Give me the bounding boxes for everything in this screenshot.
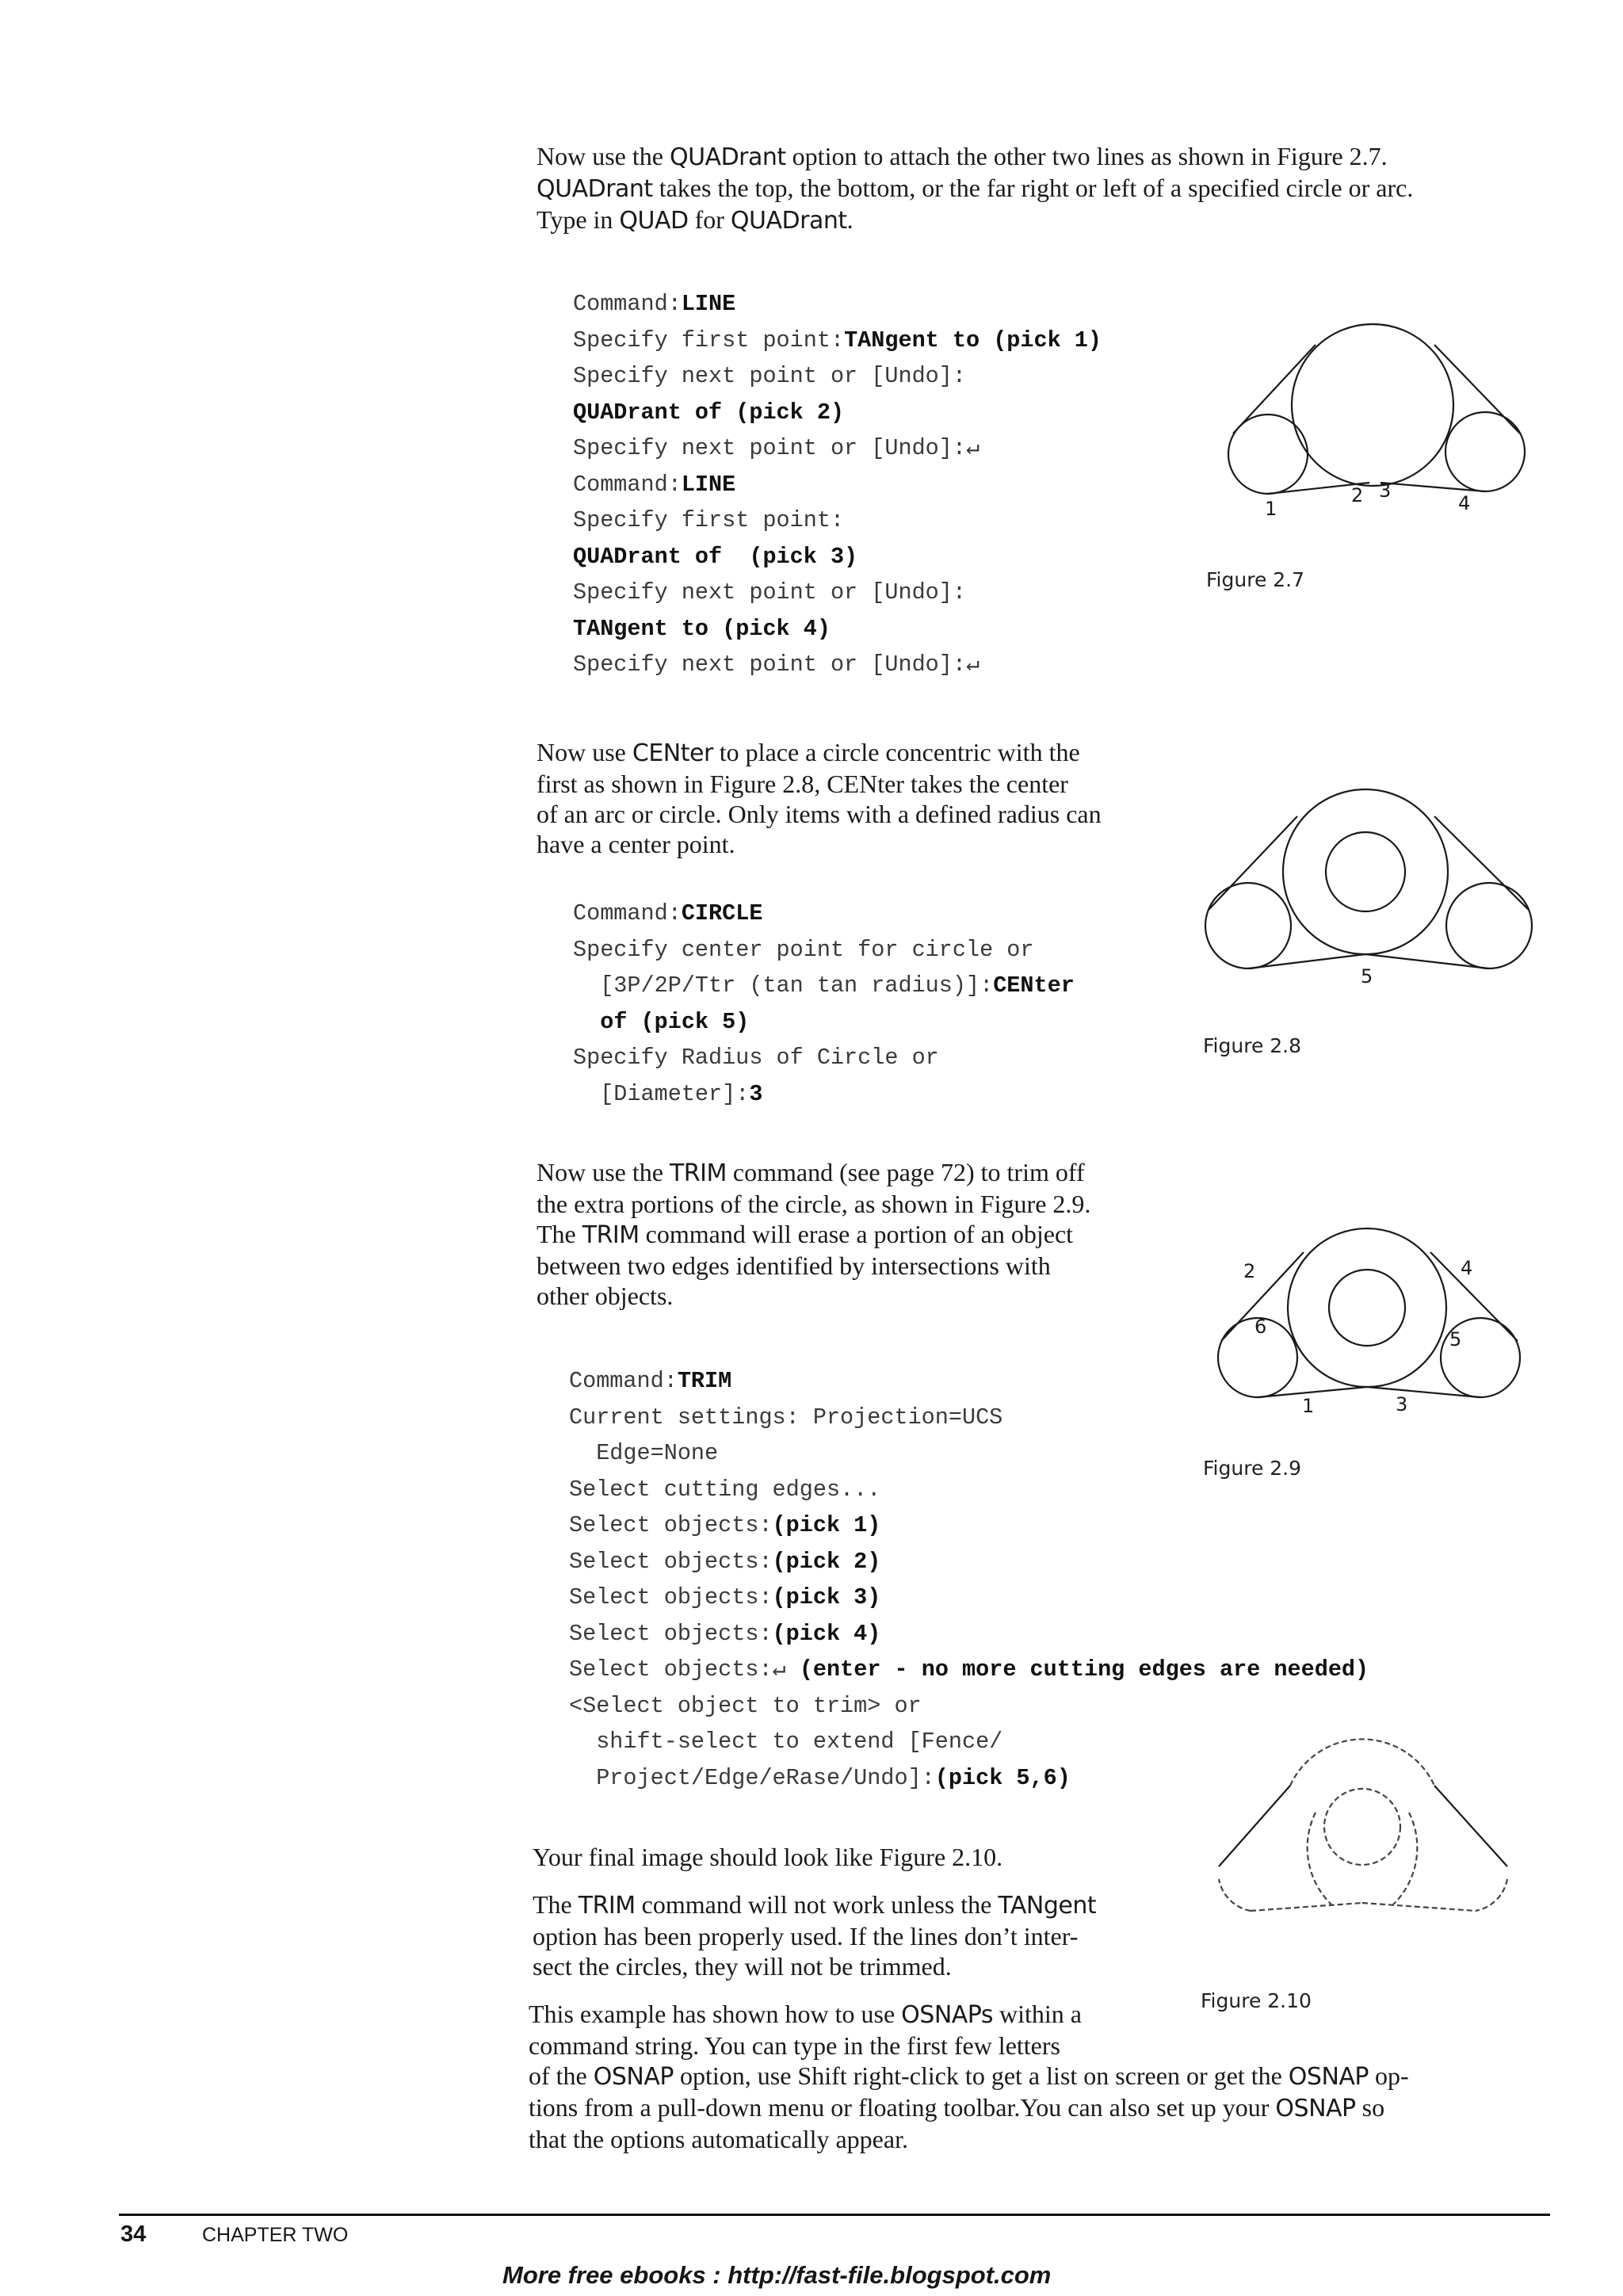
code-prompt-text: Specify first point: [573,507,845,533]
code-prompt-text: Select objects: [569,1512,773,1538]
code-line [573,932,1075,968]
intro-line-1: Now use the QUADrant option to attach the other two lines as shown in Figure 2.7. [537,142,1388,171]
code-prompt-text: Select objects: [569,1584,773,1610]
fig29-label-3: 3 [1396,1393,1408,1415]
code-prompt-text: Command: [569,1368,678,1394]
code-line [573,358,1102,395]
code-user-input: (pick 1) [772,1512,881,1538]
code-prompt-text: <Select object to trim> or [569,1692,922,1719]
code-line [573,1076,1075,1113]
fig210-inner-circle [1324,1789,1400,1865]
fig28-label-5: 5 [1361,965,1373,988]
fig27-label-1: 1 [1265,498,1277,520]
code-line [573,896,1075,932]
fig27-label-3: 3 [1379,479,1392,502]
fig210-left-inner-arc [1308,1813,1331,1904]
fig210-right-inner-arc [1393,1813,1417,1904]
command-block-line [573,286,1102,683]
code-prompt-text: Specify next point or [Undo]:↵ [573,651,980,678]
fig210-top-right-line [1434,1786,1507,1866]
osnap-paragraph [529,1999,1575,2154]
code-user-input: CIRCLE [681,900,763,926]
code-line [573,1004,1075,1041]
osnap-line-5: that the options automatically appear. [529,2125,908,2153]
code-prompt-text: Specify next point or [Undo]: [573,579,966,606]
fig210-left-arc [1219,1879,1251,1911]
code-user-input: (enter - no more cutting edges are needed) [799,1656,1369,1683]
fig28-right-circle [1446,883,1532,968]
code-line [573,1040,1075,1076]
trim-note-line-3: sect the circles, they will not be trimmed. [533,1952,952,1981]
code-prompt-text: Edge=None [569,1440,719,1466]
intro-paragraph [537,141,1567,236]
fig27-label-2: 2 [1351,484,1364,506]
fig210-top-left-line [1219,1786,1290,1866]
code-line [573,502,1102,539]
code-line [573,968,1075,1004]
code-user-input: 3 [749,1080,763,1107]
command-block-circle [573,896,1075,1112]
footer-rule [119,2214,1550,2216]
page-number: 34 [120,2222,147,2247]
trim-note-paragraph [533,1889,1182,1981]
fig29-label-1: 1 [1302,1395,1315,1417]
fig27-center-circle [1292,324,1453,486]
code-prompt-text: Select cutting edges... [569,1476,881,1503]
fig29-label-4: 4 [1461,1257,1473,1279]
trim-note-line-1: The TRIM command will not work unless the TANgent [533,1890,1097,1920]
code-line [573,395,1102,431]
fig27-right-circle [1445,412,1525,491]
fig27-top-right-line [1434,345,1520,434]
code-user-input: QUADrant of (pick 2) [573,399,845,426]
chapter-label: CHAPTER TWO [202,2224,349,2246]
fig28-top-right-line [1434,816,1529,910]
fig210-bottom-right-line [1362,1903,1476,1911]
code-user-input: CENter [993,972,1075,999]
code-prompt-text: Specify center point for circle or [573,936,1034,963]
fig29-inner-circle [1329,1270,1405,1346]
intro-line-2: QUADrant takes the top, the bottom, or the far right or left of a specified circle or arc. [537,174,1414,203]
fig210-right-arc [1476,1879,1507,1911]
code-line [573,611,1102,648]
fig27-top-left-line [1233,345,1316,434]
code-prompt-text: Select objects:↵ [569,1656,800,1683]
fig27-bottom-right-line [1381,483,1485,491]
trim-paragraph [537,1157,1186,1311]
fig29-label-6: 6 [1254,1316,1267,1338]
fig29-label-2: 2 [1243,1260,1256,1282]
code-prompt-text: Specify next point or [Undo]:↵ [573,435,980,461]
fig28-left-circle [1205,883,1291,968]
code-line [573,647,1102,683]
fig28-inner-circle [1326,832,1405,911]
fig28-center-circle [1283,789,1448,954]
code-prompt-text: [3P/2P/Ttr (tan tan radius)]: [573,972,994,999]
code-prompt-text: Project/Edge/eRase/Undo]: [569,1764,935,1791]
code-user-input: of (pick 5) [600,1008,750,1035]
osnap-line-2: command string. You can type in the first few letters [529,2031,1060,2060]
code-line [573,323,1102,359]
code-line [569,1544,1369,1580]
code-line [569,1652,1369,1688]
osnap-line-4: tions from a pull-down menu or floating toolbar.You can also set up your OSNAP so [529,2093,1385,2122]
trim-line-2: the extra portions of the circle, as shown in Figure 2.9. [537,1190,1091,1218]
final-image-line: Your final image should look like Figure 2.10. [533,1843,1003,1871]
code-prompt-text: Current settings: Projection=UCS [569,1404,1003,1431]
code-line [569,1688,1369,1725]
code-line [569,1616,1369,1652]
code-line [573,467,1102,503]
center-paragraph [537,737,1186,859]
figure-2-10-caption: Figure 2.10 [1201,1989,1312,2012]
fig28-bottom-right-line [1365,954,1489,968]
code-user-input: (pick 2) [772,1548,881,1575]
figure-2-7-caption: Figure 2.7 [1206,568,1305,591]
code-prompt-text: Command: [573,900,682,926]
figure-2-10-diagram [1197,1740,1537,1946]
code-line [569,1507,1369,1544]
code-prompt-text: Command: [573,471,682,498]
trim-line-3: The TRIM command will erase a portion of an object [537,1220,1074,1249]
center-line-1: Now use CENter to place a circle concentric with the [537,738,1080,767]
code-prompt-text: Command: [573,291,682,317]
code-line [573,575,1102,611]
code-line [573,539,1102,575]
code-prompt-text: Specify first point: [573,327,845,353]
figure-2-8-diagram [1193,785,1549,999]
osnap-line-3: of the OSNAP option, use Shift right-click to get a list on screen or get the OSNAP op- [529,2061,1409,2091]
code-user-input: LINE [681,291,736,317]
fig29-label-5: 5 [1449,1328,1462,1350]
trim-line-5: other objects. [537,1282,674,1310]
code-prompt-text: Select objects: [569,1620,773,1647]
code-prompt-text: Specify Radius of Circle or [573,1045,939,1071]
fig27-label-4: 4 [1458,492,1471,514]
code-line [573,286,1102,323]
fig29-bottom-right-line [1367,1387,1480,1397]
trim-line-4: between two edges identified by intersections with [537,1251,1051,1280]
code-user-input: TANgent to (pick 1) [844,327,1102,353]
code-user-input: LINE [681,471,736,498]
fig210-bottom-left-line [1251,1903,1362,1911]
code-user-input: QUADrant of (pick 3) [573,543,858,570]
intro-line-3: Type in QUAD for QUADrant. [537,205,854,235]
code-user-input: (pick 5,6) [934,1764,1071,1791]
figure-2-9-caption: Figure 2.9 [1203,1457,1302,1480]
code-user-input: TANgent to (pick 4) [573,615,831,642]
trim-note-line-2: option has been properly used. If the lines don’t inter- [533,1922,1079,1950]
fig29-center-circle [1288,1228,1446,1387]
code-prompt-text: Specify next point or [Undo]: [573,363,966,389]
figure-2-7-diagram [1197,313,1545,519]
figure-2-8-caption: Figure 2.8 [1203,1034,1302,1057]
fig210-top-arc [1290,1739,1434,1786]
figure-2-9-diagram [1201,1221,1541,1435]
code-user-input: (pick 4) [772,1620,881,1647]
code-line [569,1580,1369,1616]
code-prompt-text: shift-select to extend [Fence/ [569,1729,1003,1755]
fig28-bottom-left-line [1248,954,1365,968]
center-line-4: have a center point. [537,830,735,858]
code-user-input: TRIM [677,1368,732,1394]
code-prompt-text: Select objects: [569,1548,773,1575]
code-line [573,430,1102,467]
center-line-3: of an arc or circle. Only items with a defined radius can [537,800,1102,828]
center-line-2: first as shown in Figure 2.8, CENter takes the center [537,770,1068,798]
promo-footer[interactable]: More free ebooks : http://fast-file.blogspot.com [502,2261,1052,2289]
osnap-line-1: This example has shown how to use OSNAPs within a [529,2000,1082,2029]
code-prompt-text [573,1009,600,1035]
code-prompt-text: [Diameter]: [573,1080,750,1107]
code-user-input: (pick 3) [772,1584,881,1610]
trim-line-1: Now use the TRIM command (see page 72) to trim off [537,1158,1085,1187]
